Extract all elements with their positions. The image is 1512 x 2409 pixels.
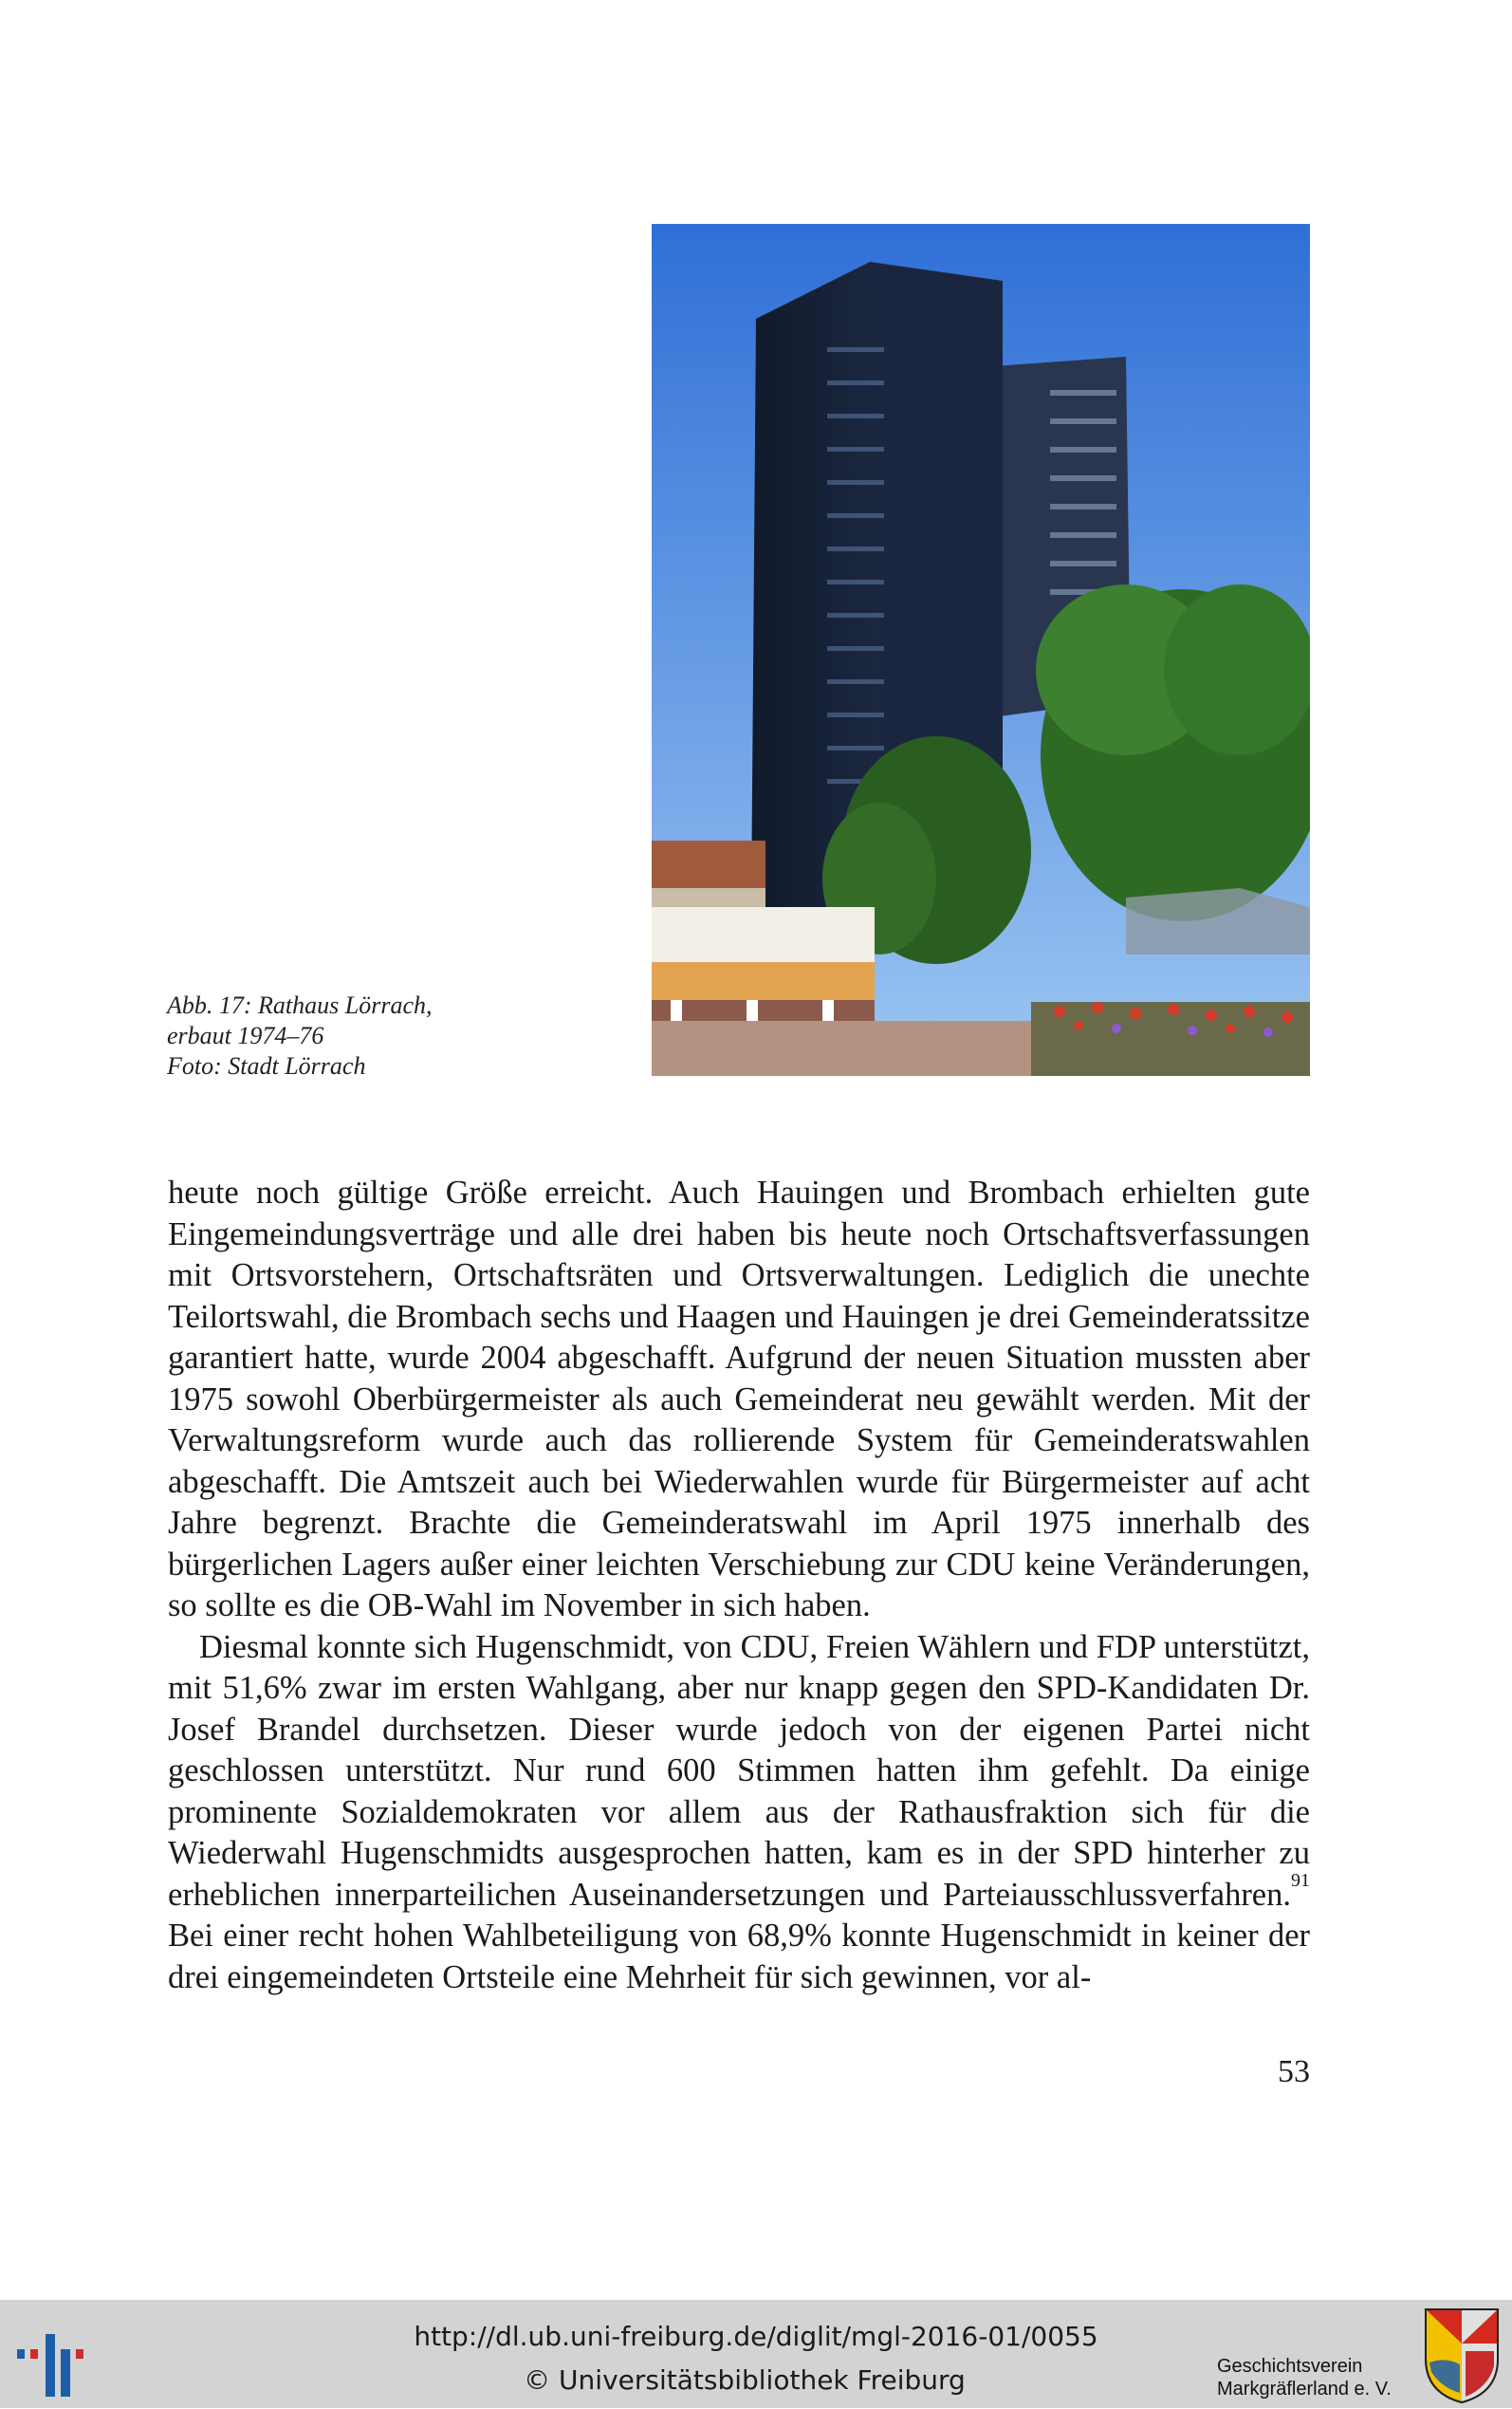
paragraph-2: [168, 1627, 1310, 1999]
caption-line-3: Foto: Stadt Lörrach: [167, 1052, 366, 1080]
society-name-line-2: Markgräflerland e. V.: [1217, 2379, 1392, 2400]
paragraph-2-part-2: Bei einer recht hohen Wahlbeteiligung von 68,9% konnte Hugenschmidt in keiner der drei eingemeindeten Ortsteile eine Mehrheit für sich gewinnen, vor al-: [168, 1918, 1310, 1995]
footer-copyright-text: © Universitätsbibliothek Freiburg: [524, 2364, 966, 2396]
footer-bar: [0, 2300, 1512, 2408]
page-number: 53: [1278, 2054, 1310, 2089]
caption-line-2: erbaut 1974–76: [167, 1022, 324, 1049]
coat-of-arms-icon: [1422, 2306, 1502, 2404]
footer-url-link[interactable]: http://dl.ub.uni-freiburg.de/diglit/mgl-2016-01/0055: [414, 2321, 1098, 2352]
paragraph-2-part-1: Diesmal konnte sich Hugenschmidt, von CDU, Freien Wählern und FDP unterstützt, mit 51,6% zwar im ersten Wahlgang, aber nur knapp gegen den SPD-Kandidaten Dr. Josef Brandel durchsetzen. Dieser wurde jedoch von der eigenen Partei nicht geschlossen unterstützt. Nur rund 600 Stimmen hatten ihm gefehlt. Da einige prominente Sozialdemokraten vor allem aus der Rathausfraktion sich für die Wiederwahl Hugenschmidts ausgesprochen hatten, kam es in der SPD hinterher zu erheblichen innerparteilichen Auseinandersetzungen und Parteiausschlussverfahren.: [168, 1628, 1310, 1913]
rathaus-photo: [652, 224, 1310, 1076]
body-text: [168, 1173, 1310, 1998]
caption-line-1: Abb. 17: Rathaus Lörrach,: [167, 991, 433, 1019]
figure-caption: [167, 991, 546, 1082]
paragraph-1: heute noch gültige Größe erreicht. Auch Hauingen und Brombach erhielten gute Eingemeindungsverträge und alle drei haben bis heute noch Ortschaftsverfassungen mit Ortsvorstehern, Ortschaftsräten und Ortsverwaltungen. Lediglich die unechte Teilortswahl, die Brombach sechs und Haagen und Hauingen je drei Gemeinderatssitze garantiert hatte, wurde 2004 abgeschafft. Aufgrund der neuen Situation mussten aber 1975 sowohl Oberbürgermeister als auch Gemeinderat neu gewählt werden. Mit der Verwaltungsreform wurde auch das rollierende System für Gemeinderatswahlen abgeschafft. Die Amtszeit auch bei Wiederwahlen wurde für Bürgermeister auf acht Jahre begrenzt. Brachte die Gemeinderatswahl im April 1975 innerhalb des bürgerlichen Lagers außer einer leichten Verschiebung zur CDU keine Veränderungen, so sollte es die OB-Wahl im November in sich haben.: [168, 1175, 1310, 1623]
society-name-line-1: Geschichtsverein: [1217, 2356, 1363, 2377]
footnote-reference: 91: [1291, 1869, 1310, 1891]
society-name: [1217, 2355, 1392, 2400]
